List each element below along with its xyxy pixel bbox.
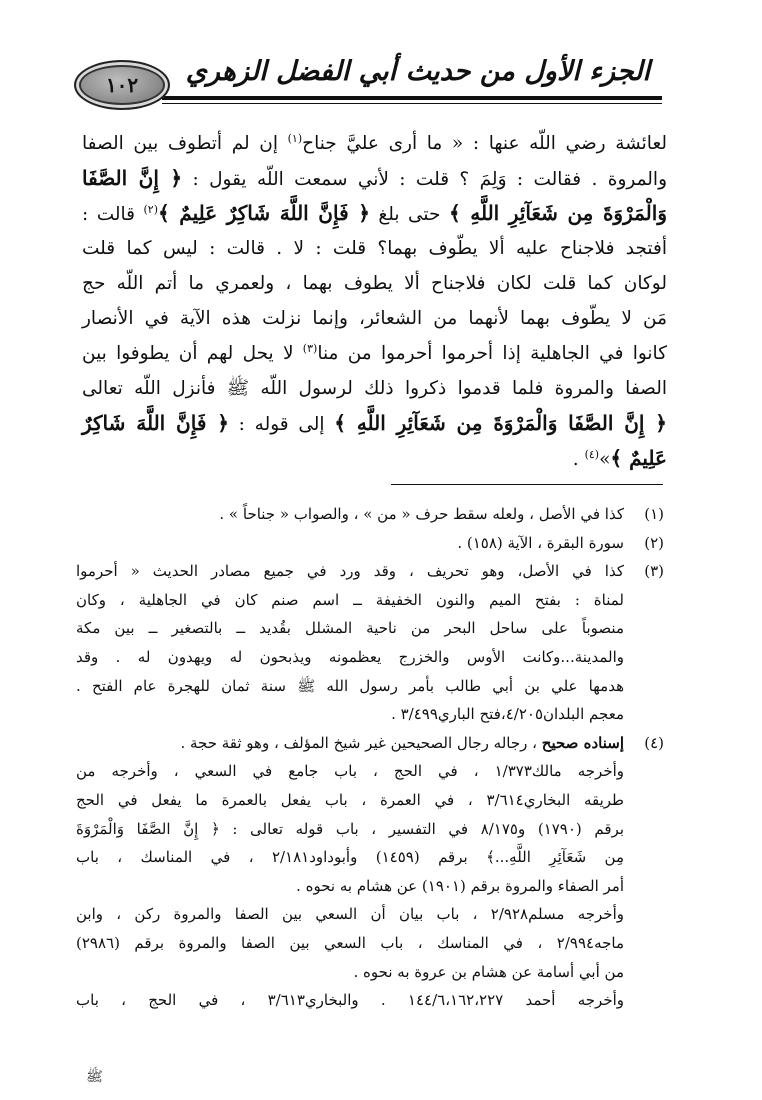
footnote (76, 557, 664, 729)
footnote-ref[interactable]: (٤) (584, 447, 600, 461)
footnote-separator (391, 484, 663, 485)
header-rule (162, 96, 662, 100)
footnote-line: لمناة : بفتح الميم والنون الخفيفة ــ اسم صنم كان في الجاهلية ، وكان (76, 590, 624, 609)
text-line (82, 266, 667, 301)
footnote-line: والمدينة...وكانت الأوس والخزرج يعظمونه ويذبحون له ويهدون له . وقد (76, 647, 624, 666)
footnotes (76, 500, 664, 1015)
footnote-line: طريقه البخاري٣/٦١٤ ، في العمرة ، باب يفعل بالعمرة ما يفعل في الحج (76, 790, 624, 809)
isnad-verdict: إسناده صحيح (541, 733, 624, 752)
quran-verse: ﴿ فَإِنَّ اللَّهَ شَاكِرٌ عَلِيمٌ ﴾ (158, 201, 370, 225)
footnote-line: ماجه٢/٩٩٤ ، في المناسك ، باب السعي بين الصفا والمروة برقم (٢٩٨٦) (76, 933, 624, 952)
text-segment: » (599, 449, 611, 470)
footnote-line: كذا في الأصل، وهو تحريف ، وقد ورد في جميع مصادر الحديث « أحرموا (76, 562, 624, 581)
text-segment: كانوا في الجاهلية إذا أحرموا أحرموا من منا (317, 343, 668, 364)
footnote-line: معجم البلدان٤/٢٠٥،فتح الباري٣/٤٩٩ . (391, 705, 624, 724)
quran-verse: ﴿ إِنَّ الصَّفَا (82, 166, 183, 190)
main-text (82, 126, 667, 476)
catchword-mark: ﷺ (86, 1069, 103, 1085)
header-title: الجزء الأول من حديث أبي الفضل الزهري (185, 56, 650, 87)
quran-verse: عَلِيمٌ ﴾ (610, 446, 667, 470)
text-line (82, 371, 667, 406)
footnote-number: (٣) (644, 562, 664, 581)
text-segment: إن لم أتطوف بين الصفا (82, 133, 288, 154)
text-line (82, 336, 667, 371)
footnote-ref[interactable]: (٢) (143, 202, 158, 216)
footnote-ref[interactable]: (١) (287, 131, 303, 145)
footnote-line: أمر الصفاء والمروة برقم (١٩٠١) عن هشام به نحوه . (296, 876, 624, 895)
footnote-number: (٢) (644, 533, 664, 552)
text-line (82, 301, 667, 336)
running-header (82, 54, 660, 110)
text-segment: مَن لا يطّوف بهما لأنهما من الشعائر، وإنما نزلت هذه الآية في الأنصار (82, 308, 667, 329)
text-segment: حتى بلغ (369, 204, 449, 225)
footnote-line: كذا في الأصل ، ولعله سقط حرف « من » ، والصواب « جناحاً » . (219, 505, 624, 523)
page-number-badge (74, 60, 170, 110)
quran-verse: ﴿ فَإِنَّ اللَّهَ شَاكِرٌ (82, 411, 229, 435)
footnote-line: برقم (١٧٩٠) و٨/١٧٥ في التفسير ، باب قوله تعالى : ﴿ إِنَّ الصَّفَا وَالْمَرْوَةَ (76, 819, 624, 838)
text-segment: الصفا والمروة فلما قدموا ذكروا ذلك لرسول اللّه ﷺ فأنزل اللّه تعالى (82, 378, 667, 399)
text-line (82, 161, 667, 196)
header-rule-thin (162, 103, 662, 104)
text-segment: . (572, 449, 585, 470)
footnote-line (76, 729, 624, 758)
text-line (82, 406, 667, 441)
footnote-line: وأخرجه مسلم٢/٩٢٨ ، باب بيان أن السعي بين الصفا والمروة ركن ، وابن (76, 905, 624, 924)
footnote-line: من أبي أسامة عن هشام بن عروة به نحوه . (353, 962, 624, 981)
quran-verse: ﴿ إِنَّ الصَّفَا وَالْمَرْوَةَ مِن شَعَآئِرِ اللَّهِ ﴾ (334, 411, 667, 435)
footnote (76, 529, 664, 558)
footnote-ref[interactable]: (٣) (302, 341, 318, 355)
text-line (82, 196, 667, 231)
quran-verse: وَالْمَرْوَةَ مِن شَعَآئِرِ اللَّهِ ﴾ (448, 201, 667, 225)
text-line (82, 126, 667, 161)
footnote (76, 500, 664, 529)
footnote-number: (٤) (644, 733, 664, 752)
page-number: ١٠٢ (105, 73, 139, 97)
footnote-line: هدمها علي بن أبي طالب بأمر رسول الله ﷺ سنة ثمان للهجرة عام الفتح . (76, 676, 624, 695)
footnote-line: سورة البقرة ، الآية (١٥٨) . (457, 533, 624, 552)
footnote-line: منصوباً على ساحل البحر من ناحية المشلل بقُديد ــ بالتصغير ــ بين مكة (76, 619, 624, 638)
footnote-line: وأخرجه أحمد ١٤٤/٦،١٦٢،٢٢٧ . والبخاري٣/٦١٣ ، في الحج ، باب (76, 991, 625, 1010)
text-segment: قالت : (82, 204, 144, 225)
footnote-line: وأخرجه مالك١/٣٧٣ ، في الحج ، باب جامع في السعي ، وأخرجه من (76, 762, 625, 781)
footnote-number: (١) (644, 505, 664, 523)
text-segment: لعائشة رضي اللّه عنها : « ما أرى عليَّ جناح (302, 133, 668, 154)
text-segment: لوكان كما قلت لكان فلاجناح ألا يطوف بهما ، ولعمري ما أتم اللّه حج (82, 273, 667, 294)
text-segment: لا يحل لهم أن يطوفوا بين (82, 343, 303, 364)
text-line (82, 231, 667, 266)
text-segment: أفتجد فلاجناح عليه ألا يطّوف بهما؟ قلت : لا . قالت : ليس كما قلت (82, 238, 667, 259)
footnote (76, 729, 664, 1015)
text-segment: إلى قوله : (228, 414, 335, 435)
text-segment: والمروة . فقالت : وَلِمَ ؟ قلت : لأني سمعت اللّه يقول : (182, 169, 668, 190)
footnote-line: مِن شَعَآئِرِ اللَّهِ...﴾ برقم (١٤٥٩) وأبوداود٢/١٨١ ، في المناسك ، باب (76, 848, 624, 867)
footnote-text: ، رجاله رجال الصحيحين غير شيخ المؤلف ، وهو ثقة حجة . (180, 733, 542, 752)
text-line (82, 441, 667, 476)
